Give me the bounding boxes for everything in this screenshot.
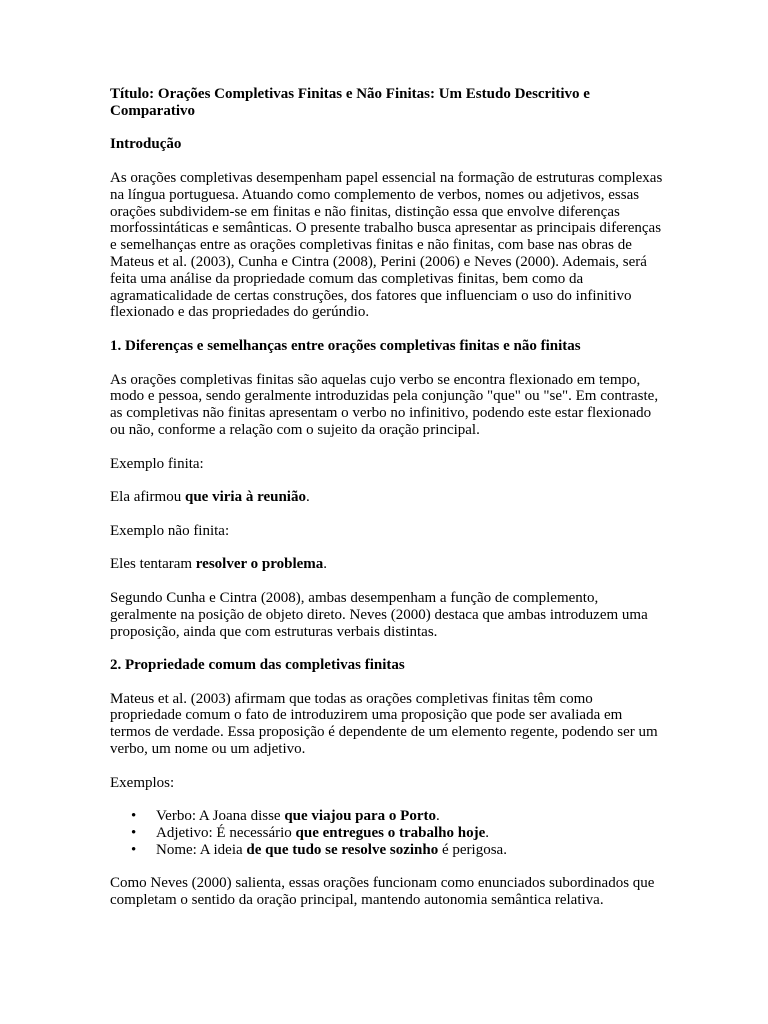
list-item: [131, 841, 666, 859]
example-finite-post: .: [305, 489, 310, 506]
list-item: [131, 808, 666, 825]
example-bold: que viajou para o Porto: [284, 808, 436, 825]
section-2-paragraph-1: Mateus et al. (2003) afirmam que todas as orações completivas finitas têm como propriedade comum o fato de introduzirem uma proposição que pode ser avaliada em termos de verdade. Essa proposição é dependente de um elemento regente, podendo ser um verbo, um nome ou um adjetivo.: [110, 690, 658, 758]
example-pre: Verbo: A Joana disse: [156, 808, 285, 825]
example-finite-label: Exemplo finita:: [110, 455, 204, 472]
intro-heading: Introdução: [110, 136, 182, 153]
bullet-icon: •: [131, 841, 137, 858]
example-nonfinite-sentence: [110, 556, 666, 573]
bullet-icon: •: [131, 825, 137, 842]
example-bold: de que tudo se resolve sozinho: [246, 841, 439, 858]
example-nonfinite-pre: Eles tentaram: [110, 556, 196, 573]
example-finite-pre: Ela afirmou: [110, 489, 185, 506]
section-1-heading: 1. Diferenças e semelhanças entre orações completivas finitas e não finitas: [110, 337, 581, 354]
section-2-heading: 2. Propriedade comum das completivas finitas: [110, 657, 405, 674]
example-post: é perigosa.: [438, 841, 507, 858]
section-2-paragraph-2: Como Neves (2000) salienta, essas orações funcionam como enunciados subordinados que completam o sentido da oração principal, mantendo autonomia semântica relativa.: [110, 875, 655, 909]
example-finite-bold: que viria à reunião: [184, 489, 306, 506]
document-page: [110, 86, 666, 926]
example-pre: Nome: A ideia: [156, 841, 247, 858]
example-finite-sentence: [110, 489, 666, 506]
examples-label: Exemplos:: [110, 774, 175, 791]
section-1-paragraph-1: As orações completivas finitas são aquelas cujo verbo se encontra flexionado em tempo, modo e pessoa, sendo geralmente introduzidas pela conjunção "que" ou "se". Em contraste, as completivas não finitas apresentam o verbo no infinitivo, podendo este estar flexionado ou não, conforme a relação com o sujeito da oração principal.: [110, 371, 659, 438]
section-1-paragraph-2: Segundo Cunha e Cintra (2008), ambas desempenham a função de complemento, geralmente na posição de objeto direto. Neves (2000) destaca que ambas introduzem uma proposição, ainda que com estruturas verbais distintas.: [110, 589, 648, 640]
example-nonfinite-bold: resolver o problema: [195, 556, 324, 573]
intro-paragraph: As orações completivas desempenham papel essencial na formação de estruturas complexas na língua portuguesa. Atuando como complemento de verbos, nomes ou adjetivos, essas orações subdividem-se em finitas e não finitas, distinção essa que envolve diferenças morfossintáticas e semânticas. O presente trabalho busca apresentar as principais diferenças e semelhanças entre as orações completivas finitas e não finitas, com base nas obras de Mateus et al. (2003), Cunha e Cintra (2008), Perini (2006) e Neves (2000). Ademais, será feita uma análise da propriedade comum das completivas finitas, bem como da agramaticalidade de certas construções, dos fatores que influenciam o uso do infinitivo flexionado e das propriedades do gerúndio.: [110, 169, 663, 321]
examples-list: [110, 808, 666, 858]
example-post: .: [436, 808, 440, 825]
bullet-icon: •: [131, 808, 137, 825]
example-post: .: [485, 825, 490, 842]
list-item: [131, 825, 666, 842]
example-nonfinite-label: Exemplo não finita:: [110, 522, 230, 539]
example-pre: Adjetivo: É necessário: [156, 825, 296, 842]
example-bold: que entregues o trabalho hoje: [295, 825, 486, 842]
example-nonfinite-post: .: [323, 556, 328, 573]
document-title: Título: Orações Completivas Finitas e Não Finitas: Um Estudo Descritivo e Comparativo: [110, 86, 590, 119]
